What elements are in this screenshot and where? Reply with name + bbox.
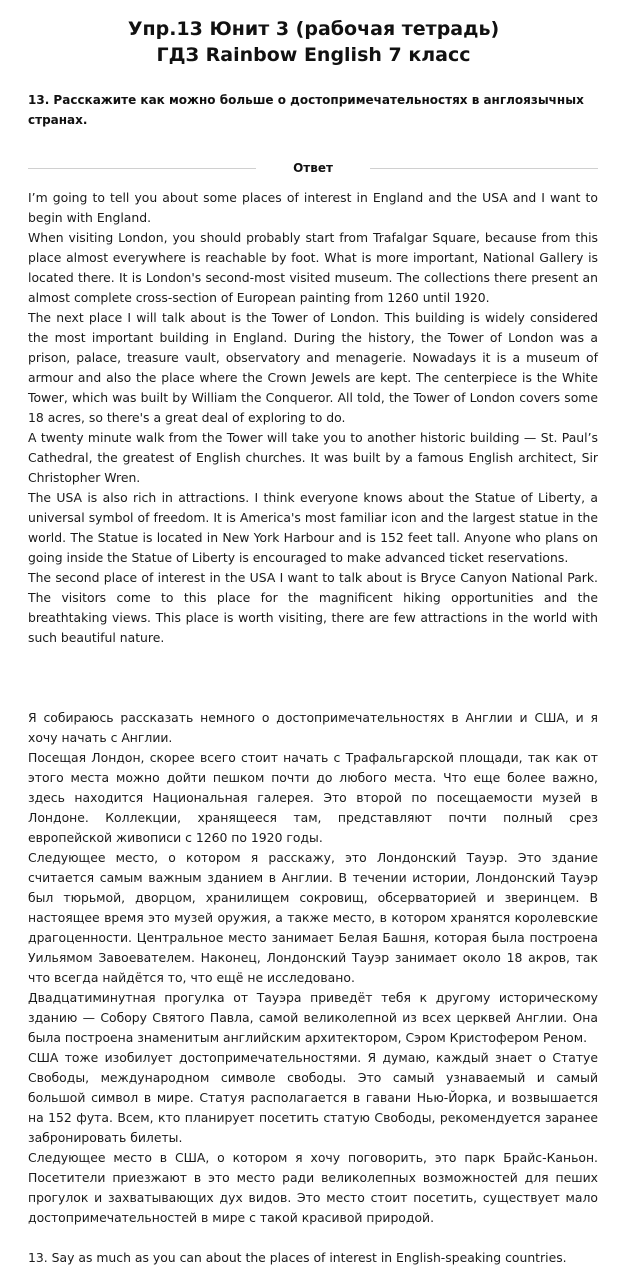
english-paragraph: The next place I will talk about is the Tower of London. This building is widely considered the most important building in England. During the history, the Tower of London was a prison, palace, treasure vault, observatory and menagerie. Nowadays it is a museum of armour and also the place where the Crown Jewels are kept. The centerpiece is the White Tower, which was built by William the Conqueror. All told, the Tower of London covers some 18 acres, so there's a great deal of exploring to do. bbox=[28, 310, 598, 425]
english-paragraph: The USA is also rich in attractions. I think everyone knows about the Statue of Liberty, a universal symbol of freedom. It is America's most familiar icon and the largest statue in the world. The Statue is located in New York Harbour and is 152 feet tall. Anyone who plans on going inside the Statue of Liberty is encouraged to make advanced ticket reservations. bbox=[28, 490, 598, 565]
footer-task-english: 13. Say as much as you can about the places of interest in English-speaking countries. bbox=[28, 1250, 567, 1265]
english-paragraph: A twenty minute walk from the Tower will take you to another historic building — St. Paul’s Cathedral, the greatest of English churches. It was built by a famous English architect, Sir Christopher Wren. bbox=[28, 430, 598, 485]
answer-heading: Ответ bbox=[293, 161, 333, 175]
page-title bbox=[0, 16, 627, 68]
title-line-1: Упр.13 Юнит 3 (рабочая тетрадь) bbox=[127, 18, 500, 40]
russian-answer bbox=[28, 708, 598, 1228]
english-answer bbox=[28, 188, 598, 648]
russian-paragraph: Я собираюсь рассказать немного о достопримечательностях в Англии и США, и я хочу начать с Англии. bbox=[28, 710, 598, 745]
russian-paragraph: Следующее место в США, о котором я хочу поговорить, это парк Брайс-Каньон. Посетители приезжают в это место ради великолепных возможностей для пеших прогулок и захватывающих дух видов. Это место стоит посетить, существует мало достопримечательностей в мире с такой красивой природой. bbox=[28, 1150, 598, 1225]
english-paragraph: The second place of interest in the USA I want to talk about is Bryce Canyon National Park. The visitors come to this place for the magnificent hiking opportunities and the breathtaking views. This place is worth visiting, there are few attractions in the world with such beautiful nature. bbox=[28, 570, 598, 645]
english-paragraph: I’m going to tell you about some places of interest in England and the USA and I want to begin with England. bbox=[28, 190, 598, 225]
divider-line-right bbox=[370, 168, 598, 169]
english-paragraph: When visiting London, you should probably start from Trafalgar Square, because from this place almost everywhere is reachable by foot. What is more important, National Gallery is located there. It is London's second-most visited museum. The collections there present an almost complete cross-section of European painting from 1260 until 1920. bbox=[28, 230, 598, 305]
russian-paragraph: США тоже изобилует достопримечательностями. Я думаю, каждый знает о Статуе Свободы, международном символе свободы. Это самый узнаваемый и самый большой символ в мире. Статуя располагается в гавани Нью-Йорка, и возвышается на 152 фута. Всем, кто планирует посетить статую Свободы, рекомендуется заранее забронировать билеты. bbox=[28, 1050, 598, 1145]
answer-divider bbox=[28, 158, 598, 178]
russian-paragraph: Посещая Лондон, скорее всего стоит начать с Трафальгарской площади, так как от этого места можно дойти пешком почти до любого места. Что еще более важно, здесь находится Национальная галерея. Это второй по посещаемости музей в Лондоне. Коллекции, хранящееся там, представляют почти полный срез европейской живописи с 1260 по 1920 годы. bbox=[28, 750, 598, 845]
task-text: 13. Расскажите как можно больше о достопримечательностях в англоязычных странах. bbox=[28, 93, 584, 127]
russian-paragraph: Следующее место, о котором я расскажу, это Лондонский Тауэр. Это здание считается самым важным зданием в Англии. В течении истории, Лондонский Тауэр был тюрьмой, дворцом, хранилищем сокровищ, обсерваторией и зверинцем. В настоящее время это музей оружия, а также место, в котором хранятся королевские драгоценности. Центральное место занимает Белая Башня, которая была построена Уильямом Завоевателем. Наконец, Лондонский Тауэр занимает около 18 акров, так что всегда найдётся то, что ещё не исследовано. bbox=[28, 850, 598, 985]
russian-paragraph: Двадцатиминутная прогулка от Тауэра приведёт тебя к другому историческому зданию — Собору Святого Павла, самой великолепной из всех церквей Англии. Она была построена знаменитым английским архитектором, Сэром Кристофером Реном. bbox=[28, 990, 598, 1045]
title-line-2: ГДЗ Rainbow English 7 класс bbox=[156, 44, 471, 66]
